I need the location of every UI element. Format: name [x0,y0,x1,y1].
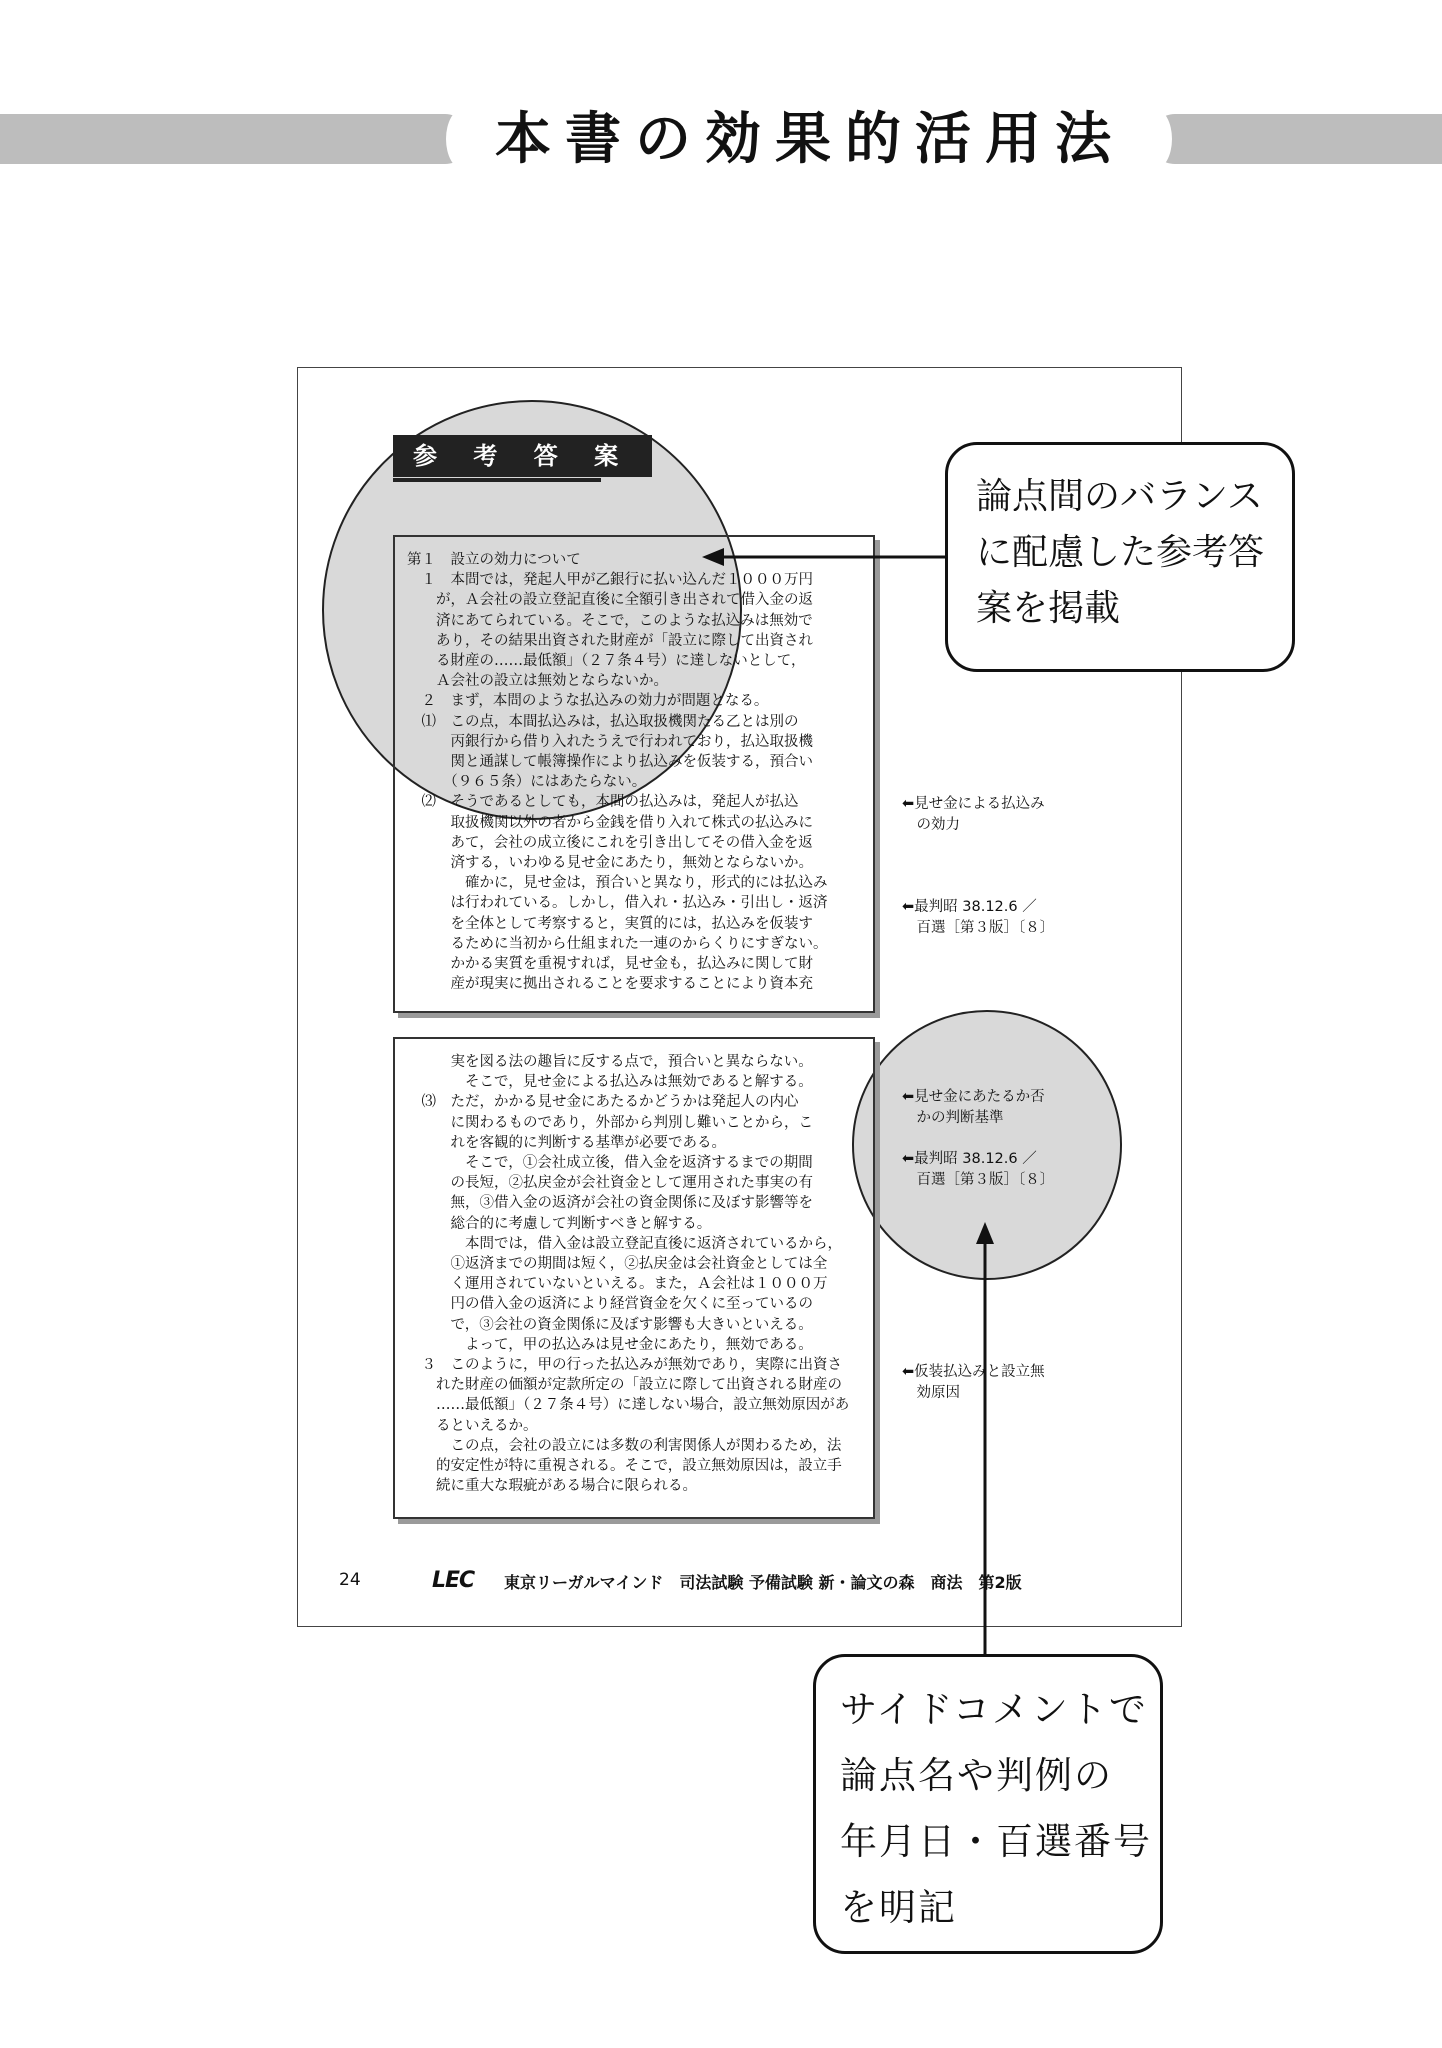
side-comment-line: ⬅見せ金による払込み [902,796,1045,812]
lec-logo: LEC [432,1568,475,1593]
side-comment-line: ⬅見せ金にあたるか否 [902,1089,1045,1105]
answer-line: あり，その結果出資された財産が「設立に際して出資され [407,632,813,649]
answer-line: の長短，②払戻金が会社資金として運用された事実の有 [407,1175,813,1192]
answer-line: そこで，見せ金による払込みは無効であると解する。 [407,1074,813,1091]
answer-line: １ 本問では，発起人甲が乙銀行に払い込んだ１０００万円 [407,572,813,589]
callout-top-line: 案を掲載 [976,588,1121,629]
callout-top [945,442,1295,672]
answer-line: 実を図る法の趣旨に反する点で，預合いと異ならない。 [407,1054,813,1070]
answer-line: あて，会社の成立後にこれを引き出してその借入金を返 [407,834,813,851]
answer-line: 関と通謀して帳簿操作により払込みを仮装する，預合い [407,754,813,770]
page-title: 本書の効果的活用法 [495,107,1125,172]
answer-line: 丙銀行から借り入れたうえで行われており，払込取扱機 [407,733,813,750]
footer-book-title: 東京リーガルマインド 司法試験 予備試験 新・論文の森 商法 第2版 [504,1573,1022,1592]
answer-line: ⑶ ただ，かかる見せ金にあたるかどうかは発起人の内心 [407,1094,799,1111]
callout-bottom [813,1654,1163,1954]
callout-top-line: 論点間のバランス [976,476,1263,517]
answer-line: ⑴ この点，本間払込みは，払込取扱機関たる乙とは別の [407,713,799,730]
answer-line: ２ まず，本問のような払込みの効力が問題となる。 [407,693,769,710]
answer-line: 確かに，見せ金は，預合いと異なり，形式的には払込み [407,875,828,892]
callout-bottom-line: 年月日・百選番号 [840,1820,1152,1863]
side-comment-line: ⬅仮装払込みと設立無 [902,1364,1045,1380]
answer-line: よって，甲の払込みは見せ金にあたり，無効である。 [407,1336,813,1353]
answer-line: を全体として考察すると，実質的には，払込みを仮装す [407,915,813,932]
callout-bottom-line: 論点名や判例の [840,1754,1113,1797]
answer-line: 済する，いわゆる見せ金にあたり，無効とならないか。 [407,855,813,871]
answer-line: は行われている。しかし，借入れ・払込み・引出し・返済 [407,895,828,912]
answer-line: れを客観的に判断する基準が必要である。 [407,1134,726,1151]
answer-line: かかる実質を重視すれば，見せ金も，払込みに関して財 [407,956,813,972]
callout-bottom-line: サイドコメントで [840,1688,1148,1731]
answer-line: 第１ 設立の効力について [407,552,581,568]
answer-line: る財産の……最低額」（２７条４号）に達しないとして， [407,653,806,669]
answer-line: この点，会社の設立には多数の利害関係人が関わるため，法 [407,1437,842,1454]
answer-line: 円の借入金の返済により経営資金を欠くに至っているの [407,1296,813,1313]
callout-top-line: に配慮した参考答 [976,532,1265,573]
answer-line: そこで，①会社成立後，借入金を返済するまでの期間 [407,1155,813,1171]
side-comment-line: 百選［第３版］〔８〕 [902,920,1055,936]
side-comment-line: 効原因 [902,1385,960,1401]
answer-line: ……最低額」（２７条４号）に達しない場合，設立無効原因があ [407,1397,850,1414]
answer-line: 取扱機関以外の者から金銭を借り入れて株式の払込みに [407,814,813,831]
answer-line: Ａ会社の設立は無効とならないか。 [407,673,668,690]
answer-line: 続に重大な瑕疵がある場合に限られる。 [407,1478,697,1495]
footer-page-number: 24 [339,1570,361,1590]
answer-line: 総合的に考慮して判断すべきと解する。 [407,1215,712,1232]
side-comment-line: ⬅最判昭 38.12.6 ／ [902,899,1037,915]
side-comment-line: の効力 [902,817,960,833]
answer-line: （９６５条）にはあたらない。 [407,774,647,791]
answer-line: で，③会社の資金関係に及ぼす影響も大きいといえる。 [407,1316,813,1333]
answer-line: れた財産の価額が定款所定の「設立に際して出資される財産の [407,1377,842,1394]
answer-line: に関わるものであり，外部から判別し難いことから，こ [407,1114,813,1131]
answer-line: 済にあてられている。そこで，このような払込みは無効で [407,612,813,629]
side-comment-line: ⬅最判昭 38.12.6 ／ [902,1151,1037,1167]
answer-line: 無，③借入金の返済が会社の資金関係に及ぼす影響等を [407,1195,813,1212]
callout-bottom-line: を明記 [840,1886,957,1929]
arrow-bottom-head [976,1222,994,1244]
side-comment-line: かの判断基準 [902,1110,1004,1126]
answer-line: るために当初から仕組まれた一連のからくりにすぎない。 [407,935,828,952]
answer-line: 的安定性が特に重視される。そこで，設立無効原因は，設立手 [407,1458,842,1474]
answer-line: ⑵ そうであるとしても，本間の払込みは，発起人が払込 [407,794,799,811]
arrow-top-head [702,548,724,566]
answer-line: 産が現実に拠出されることを要求することにより資本充 [407,976,813,993]
answer-line: ３ このように，甲の行った払込みが無効であり，実際に出資さ [407,1357,842,1373]
answer-line: く運用されていないといえる。また，Ａ会社は１０００万 [407,1276,828,1293]
answer-line: が，Ａ会社の設立登記直後に全額引き出されて借入金の返 [407,592,813,609]
answer-line: るといえるか。 [407,1417,538,1434]
section-label: 参 考 答 案 [393,435,652,477]
answer-line: 本問では，借入金は設立登記直後に返済されているから， [407,1235,842,1252]
side-comment-line: 百選［第３版］〔８〕 [902,1172,1055,1188]
answer-line: ①返済までの期間は短く，②払戻金は会社資金としては全 [407,1256,828,1272]
